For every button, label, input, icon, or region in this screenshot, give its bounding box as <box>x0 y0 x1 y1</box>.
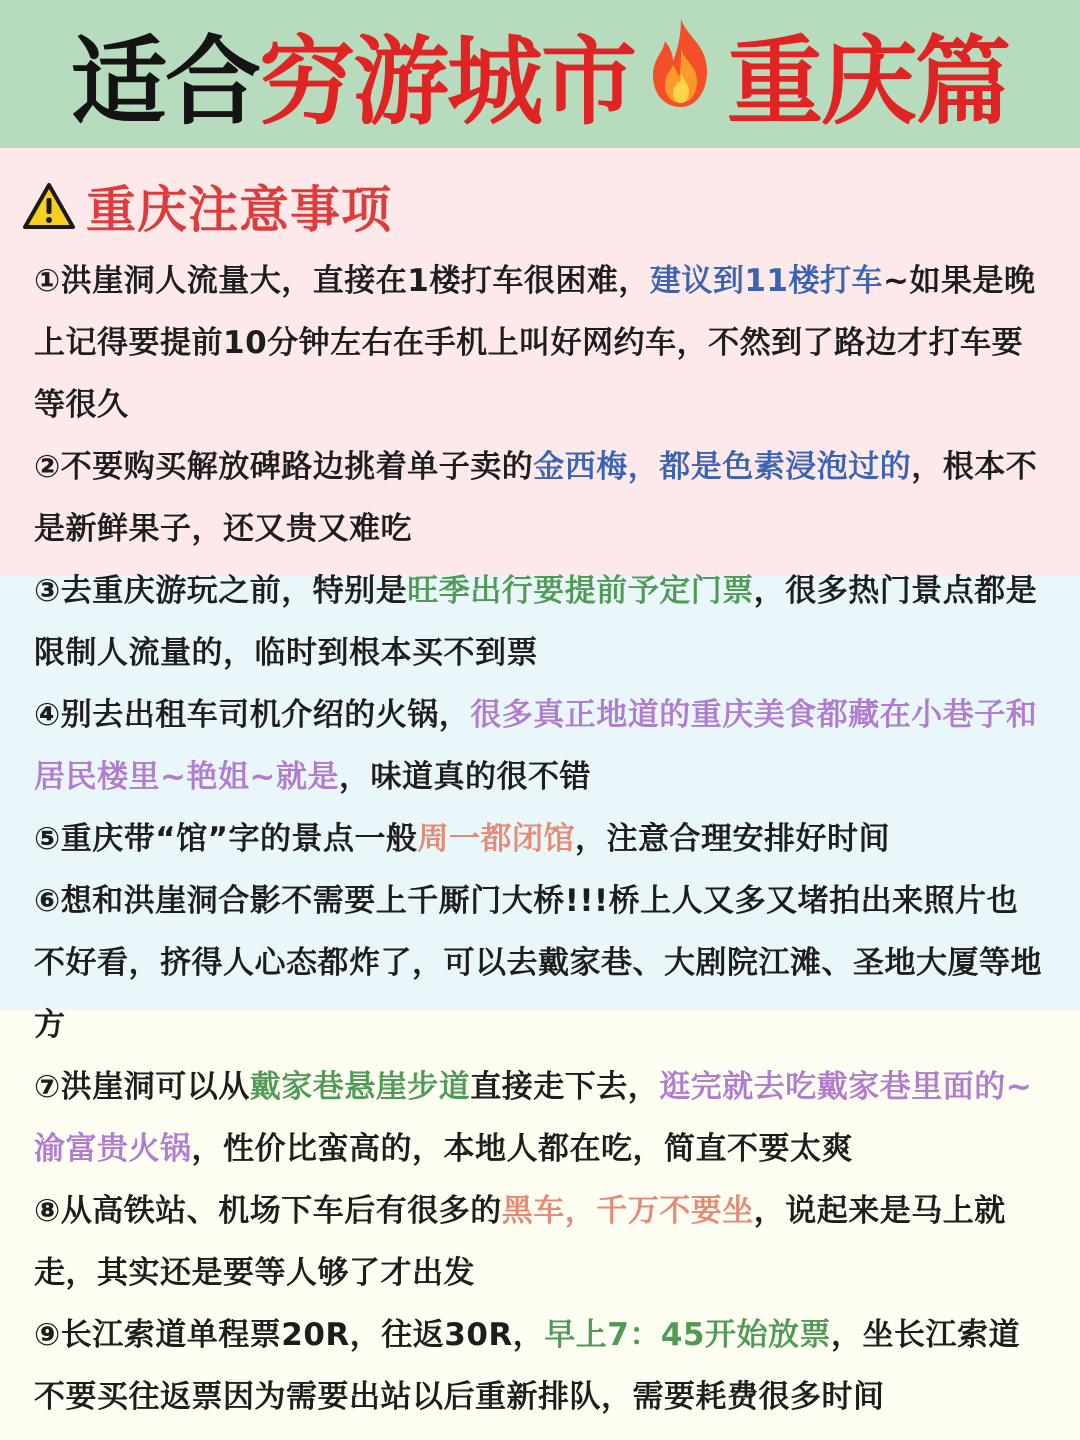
note-item: ⑥想和洪崖洞合影不需要上千厮门大桥!!!桥上人又多又堵拍出来照片也不好看，挤得人心态都炸了，可以去戴家巷、大剧院江滩、圣地大厦等地方 <box>34 883 1042 1043</box>
title-part-1: 适合 <box>71 25 259 138</box>
note-item: ②不要购买解放碑路边挑着单子卖的金西梅，都是色素浸泡过的，根本不是新鲜果子，还又贵又难吃 <box>34 449 1038 547</box>
section-title: 重庆注意事项 <box>86 181 392 239</box>
section-header <box>22 174 392 238</box>
title-part-3: 重庆篇 <box>727 25 1009 138</box>
page-title <box>0 0 1080 148</box>
warning-icon <box>22 182 76 230</box>
note-item: ⑧从高铁站、机场下车后有很多的黑车，千万不要坐，说起来是马上就走，其实还是要等人够了才出发 <box>34 1193 1006 1291</box>
fire-icon <box>641 15 721 134</box>
note-item: ①洪崖洞人流量大，直接在1楼打车很困难，建议到11楼打车~如果是晚上记得要提前10分钟左右在手机上叫好网约车，不然到了路边才打车要等很久 <box>34 263 1036 423</box>
note-item: ④别去出租车司机介绍的火锅，很多真正地道的重庆美食都藏在小巷子和居民楼里~艳姐~就是，味道真的很不错 <box>34 697 1038 795</box>
notes-list <box>34 250 1046 1428</box>
note-item: ③去重庆游玩之前，特别是旺季出行要提前予定门票，很多热门景点都是限制人流量的，临时到根本买不到票 <box>34 573 1038 671</box>
note-item: ⑤重庆带“馆”字的景点一般周一都闭馆，注意合理安排好时间 <box>34 821 890 857</box>
note-item: ⑦洪崖洞可以从戴家巷悬崖步道直接走下去，逛完就去吃戴家巷里面的~渝富贵火锅，性价比蛮高的，本地人都在吃，简直不要太爽 <box>34 1069 1033 1167</box>
note-item: ⑨长江索道单程票20R，往返30R，早上7：45开始放票，坐长江索道不要买往返票因为需要出站以后重新排队，需要耗费很多时间 <box>34 1317 1020 1415</box>
title-part-2: 穷游城市 <box>259 25 635 138</box>
